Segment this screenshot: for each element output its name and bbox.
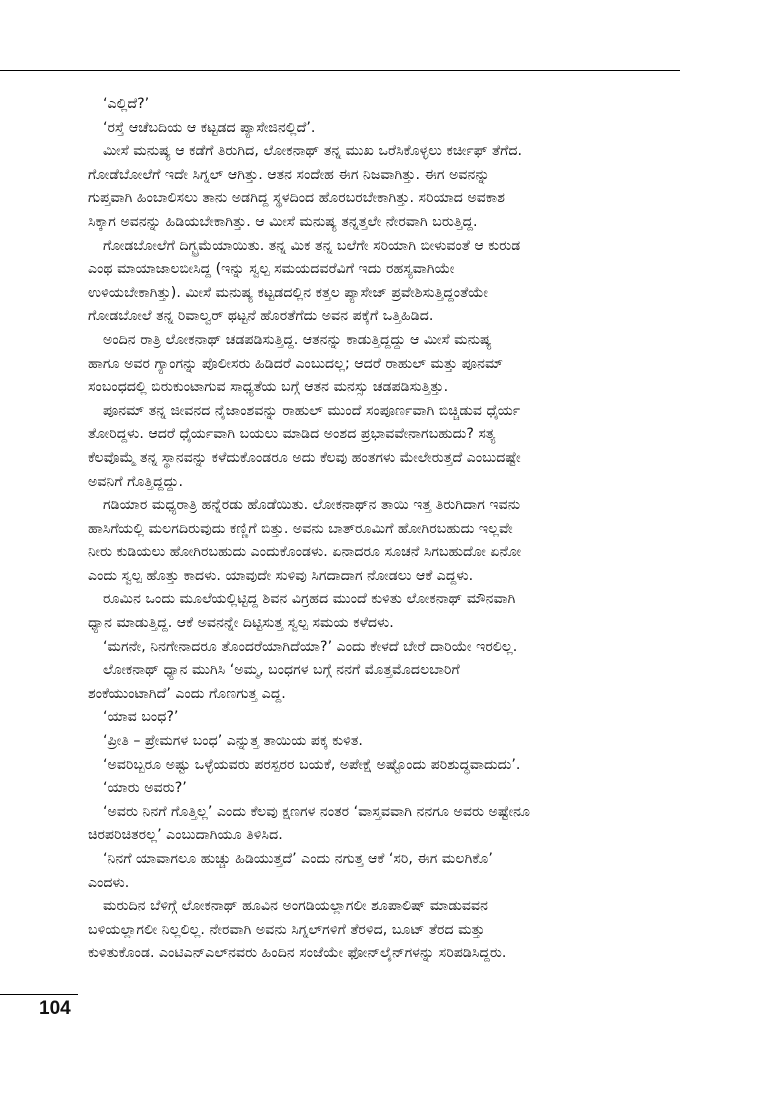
text-line: ಎಂಥ ಮಾಯಾಜಾಲಬೀಸಿದ್ದ (ಇನ್ನು ಸ್ವಲ್ಪ ಸಮಯದವರೆವಿಗೆ ಇದು ರಹಸ್ಯವಾಗಿಯೇ	[88, 261, 455, 278]
text-line: ‘ರಸ್ತೆ ಆಚೆಬದಿಯ ಆ ಕಟ್ಟಡದ ಪ್ಯಾಸೇಜಿನಲ್ಲಿದೆ’.	[103, 119, 316, 136]
text-line: ‘ಮಗನೇ, ನಿನಗೇನಾದರೂ ತೊಂದರೆಯಾಗಿದೆಯಾ?’ ಎಂದು ಕೇಳದೆ ಬೇರೆ ದಾರಿಯೇ ಇರಲಿಲ್ಲ.	[103, 638, 518, 655]
footer-rule	[0, 994, 78, 995]
text-line: ಗುಪ್ತವಾಗಿ ಹಿಂಬಾಲಿಸಲು ತಾನು ಅಡಗಿದ್ದ ಸ್ಥಳದಿಂದ ಹೊರಬರಬೇಕಾಗಿತ್ತು. ಸರಿಯಾದ ಅವಕಾಶ	[88, 190, 506, 207]
text-line: ತೋರಿದ್ದಳು. ಆದರೆ ಧೈರ್ಯವಾಗಿ ಬಯಲು ಮಾಡಿದ ಅಂಶದ ಪ್ರಭಾವವೇನಾಗಬಹುದು? ಸತ್ಯ	[88, 426, 496, 443]
text-line: ‘ನಿನಗೆ ಯಾವಾಗಲೂ ಹುಚ್ಚು ಹಿಡಿಯುತ್ತದೆ’ ಎಂದು ನಗುತ್ತ ಆಕೆ ‘ಸರಿ, ಈಗ ಮಲಗಿಕೊ’	[103, 851, 493, 867]
text-line: ‘ಪ್ರೀತಿ – ಪ್ರೇಮಗಳ ಬಂಧ’ ಎನ್ನುತ್ತ ತಾಯಿಯ ಪಕ್ಕ ಕುಳಿತ.	[103, 733, 363, 750]
text-line: ಗಡಿಯಾರ ಮಧ್ಯರಾತ್ರಿ ಹನ್ನೆರಡು ಹೊಡೆಯಿತು. ಲೋಕನಾಥ್‌ನ ತಾಯಿ ಇತ್ತ ತಿರುಗಿದಾಗ ಇವನು	[103, 497, 521, 514]
text-line: ಮೀಸೆ ಮನುಷ್ಯ ಆ ಕಡೆಗೆ ತಿರುಗಿದ, ಲೋಕನಾಥ್ ತನ್ನ ಮುಖ ಒರೆಸಿಕೊಳ್ಳಲು ಕರ್ಚೀಫ್ ತೆಗೆದ.	[103, 143, 523, 160]
text-line: ಮರುದಿನ ಬೆಳಿಗ್ಗೆ ಲೋಕನಾಥ್ ಹೂವಿನ ಅಂಗಡಿಯಲ್ಲಾಗಲೀ ಶೂಪಾಲಿಷ್ ಮಾಡುವವನ	[103, 898, 489, 915]
text-line: ಗೋಡಬೋಲೆಗೆ ದಿಗ್ಭ್ರಮೆಯಾಯಿತು. ತನ್ನ ಮಿಕ ತನ್ನ ಬಲೆಗೇ ಸರಿಯಾಗಿ ಬೀಳುವಂತೆ ಆ ಕುರುಡ	[103, 237, 521, 254]
text-line: ಉಳಿಯಬೇಕಾಗಿತ್ತು). ಮೀಸೆ ಮನುಷ್ಯ ಕಟ್ಟಡದಲ್ಲಿನ ಕತ್ತಲ ಪ್ಯಾಸೇಜ್ ಪ್ರವೇಶಿಸುತ್ತಿದ್ದಂತೆಯೇ	[88, 284, 489, 301]
text-line: ಬಳಿಯಲ್ಲಾಗಲೀ ನಿಲ್ಲಲಿಲ್ಲ. ನೇರವಾಗಿ ಅವನು ಸಿಗ್ನಲ್‌ಗಳಿಗೆ ತೆರಳಿದ, ಬೂಟ್ ತೆರದ ಮತ್ತು	[88, 921, 485, 938]
text-line: ‘ಯಾರು ಅವರು?’	[103, 780, 187, 797]
text-line: ಅವನಿಗೆ ಗೊತ್ತಿದ್ದದ್ದು.	[88, 473, 184, 490]
text-line: ಕೆಲವೊಮ್ಮೆ ತನ್ನ ಸ್ಥಾನವನ್ನು ಕಳೆದುಕೊಂಡರೂ ಅದು ಕೆಲವು ಹಂತಗಳು ಮೇಲೇರುತ್ತದೆ ಎಂಬುದಷ್ಟೇ	[88, 449, 521, 466]
text-line: ಶಂಕೆಯುಂಟಾಗಿದೆ’ ಎಂದು ಗೊಣಗುತ್ತ ಎದ್ದ.	[88, 685, 286, 702]
text-line: ಲೋಕನಾಥ್ ಧ್ಯಾನ ಮುಗಿಸಿ ‘ಅಮ್ಮ, ಬಂಧಗಳ ಬಗ್ಗೆ ನನಗೆ ಮೊತ್ತಮೊದಲಬಾರಿಗೆ	[103, 662, 460, 679]
text-line: ಅಂದಿನ ರಾತ್ರಿ ಲೋಕನಾಥ್ ಚಡಪಡಿಸುತ್ತಿದ್ದ. ಆತನನ್ನು ಕಾಡುತ್ತಿದ್ದದ್ದು ಆ ಮೀಸೆ ಮನುಷ್ಯ	[103, 331, 492, 348]
text-line: ಹಾಗೂ ಅವರ ಗ್ಯಾಂಗನ್ನು ಪೊಲೀಸರು ಹಿಡಿದರೆ ಎಂಬುದಲ್ಲ; ಆದರೆ ರಾಹುಲ್ ಮತ್ತು ಪೂನಮ್	[88, 355, 504, 372]
text-line: ಗೋಡಬೋಲೆ ತನ್ನ ರಿವಾಲ್ವರ್ ಥಟ್ಟನೆ ಹೊರತೆಗೆದು ಅವನ ಪಕ್ಕೆಗೆ ಒತ್ತಿಹಿಡಿದ.	[88, 308, 434, 325]
text-line: ಸಿಕ್ಕಾಗ ಅವನನ್ನು ಹಿಡಿಯಬೇಕಾಗಿತ್ತು. ಆ ಮೀಸೆ ಮನುಷ್ಯ ತನ್ನತ್ತಲೇ ನೇರವಾಗಿ ಬರುತ್ತಿದ್ದ.	[88, 213, 478, 230]
text-line: ಪೂನಮ್ ತನ್ನ ಜೀವನದ ನೈಜಾಂಶವನ್ನು ರಾಹುಲ್ ಮುಂದೆ ಸಂಪೂರ್ಣವಾಗಿ ಬಿಚ್ಚಿಡುವ ಧೈರ್ಯ	[103, 402, 521, 419]
text-line: ಚಿರಪರಿಚಿತರಲ್ಲ’ ಎಂಬುದಾಗಿಯೂ ತಿಳಿಸಿದ.	[88, 827, 283, 844]
text-line: ಎಂದಳು.	[88, 874, 130, 891]
text-line: ಎಂದು ಸ್ವಲ್ಪ ಹೊತ್ತು ಕಾದಳು. ಯಾವುದೇ ಸುಳಿವು ಸಿಗದಾದಾಗ ನೋಡಲು ಆಕೆ ಎದ್ದಳು.	[88, 567, 474, 584]
text-line: ಧ್ಯಾನ ಮಾಡುತ್ತಿದ್ದ. ಆಕೆ ಅವನನ್ನೇ ದಿಟ್ಟಿಸುತ್ತ ಸ್ವಲ್ಪ ಸಮಯ ಕಳೆದಳು.	[88, 615, 394, 632]
text-line: ‘ಅವರಿಬ್ಬರೂ ಅಷ್ಟು ಒಳ್ಳೆಯವರು ಪರಸ್ಪರರ ಬಯಕೆ, ಅಪೇಕ್ಷೆ ಅಷ್ಟೊಂದು ಪರಿಶುದ್ಧವಾದುದು’.	[103, 756, 521, 773]
text-line: ‘ಎಲ್ಲಿದೆ?’	[103, 96, 150, 112]
body-text	[88, 93, 673, 966]
text-line: ‘ಯಾವ ಬಂಧ?’	[103, 709, 179, 726]
text-line: ಹಾಸಿಗೆಯಲ್ಲಿ ಮಲಗದಿರುವುದು ಕಣ್ಣಿಗೆ ಬಿತ್ತು. ಅವನು ಬಾತ್‌ರೂಮಿಗೆ ಹೋಗಿರಬಹುದು ಇಲ್ಲವೇ	[88, 520, 513, 537]
header-rule	[0, 70, 680, 71]
text-line: ‘ಅವರು ನಿನಗೆ ಗೊತ್ತಿಲ್ಲ’ ಎಂದು ಕೆಲವು ಕ್ಷಣಗಳ ನಂತರ ‘ವಾಸ್ತವವಾಗಿ ನನಗೂ ಅವರು ಅಷ್ಟೇನೂ	[103, 803, 531, 820]
text-line: ಗೋಡೆಬೋಲೆಗೆ ಇದೇ ಸಿಗ್ನಲ್ ಆಗಿತ್ತು. ಆತನ ಸಂದೇಹ ಈಗ ನಿಜವಾಗಿತ್ತು. ಈಗ ಅವನನ್ನು	[88, 166, 490, 183]
text-line: ನೀರು ಕುಡಿಯಲು ಹೋಗಿರಬಹುದು ಎಂದುಕೊಂಡಳು. ಏನಾದರೂ ಸೂಚನೆ ಸಿಗಬಹುದೋ ಏನೋ	[88, 544, 522, 561]
text-line: ರೂಮಿನ ಒಂದು ಮೂಲೆಯಲ್ಲಿಟ್ಟಿದ್ದ ಶಿವನ ವಿಗ್ರಹದ ಮುಂದೆ ಕುಳಿತು ಲೋಕನಾಥ್ ಮೌನವಾಗಿ	[103, 591, 516, 608]
page-number: 104	[39, 998, 71, 1019]
text-line: ಕುಳಿತುಕೊಂಡ. ಎಂಟಿಎನ್‌ಎಲ್‌ನವರು ಹಿಂದಿನ ಸಂಜೆಯೇ ಫೋನ್‌ಲೈನ್‌ಗಳನ್ನು ಸರಿಪಡಿಸಿದ್ದರು.	[88, 945, 507, 962]
text-line: ಸಂಬಂಧದಲ್ಲಿ ಬಿರುಕುಂಟಾಗುವ ಸಾಧ್ಯತೆಯ ಬಗ್ಗೆ ಆತನ ಮನಸ್ಸು ಚಡಪಡಿಸುತ್ತಿತ್ತು.	[88, 379, 449, 396]
